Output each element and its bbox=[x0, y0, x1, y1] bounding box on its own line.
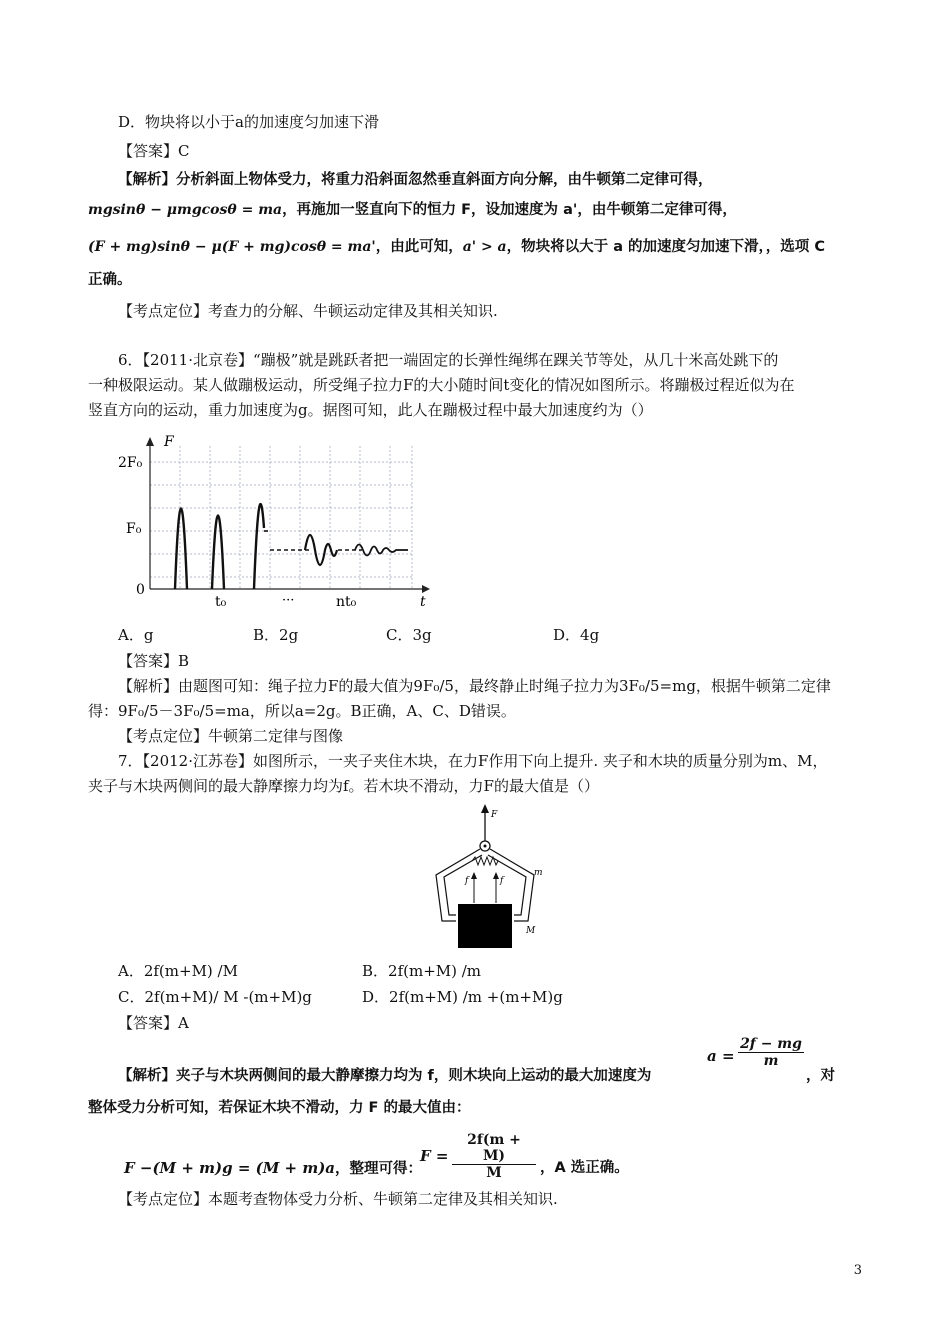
q6-force-time-graph bbox=[112, 434, 442, 612]
block-mass-label: M bbox=[526, 926, 536, 936]
q5-analysis-line-3 bbox=[88, 237, 825, 257]
friction-arrow-left-icon bbox=[471, 872, 477, 879]
q5-analysis-5: 正确。 bbox=[88, 272, 132, 288]
q5-analysis-2: ，再施加一竖直向下的恒力 F，设加速度为 a'，由牛顿第二定律可得， bbox=[282, 202, 737, 218]
q5-analysis-4: ，物块将以大于 a 的加速度匀加速下滑，，选项 C bbox=[506, 239, 825, 255]
q7-analysis-1: 【解析】夹子与木块两侧间的最大静摩擦力均为 f，则木块向上运动的最大加速度为 bbox=[118, 1068, 652, 1084]
q6-stem-2: 一种极限运动。某人做蹦极运动，所受绳子拉力F的大小随时间t变化的情况如图所示。将蹦极过程近似为在 bbox=[88, 376, 795, 394]
q6-option-d: D．4g bbox=[553, 626, 600, 644]
q6-option-b: B．2g bbox=[253, 626, 299, 644]
force-label: F bbox=[491, 810, 498, 820]
q5-analysis-1: 【解析】分析斜面上物体受力，将重力沿斜面忽然垂直斜面方向分解，由牛顿第二定律可得， bbox=[118, 172, 713, 188]
q7-derivation-line bbox=[124, 1158, 422, 1179]
q5-option-d: D．物块将以小于a的加速度匀加速下滑 bbox=[118, 113, 379, 131]
q6-stem-3: 竖直方向的运动，重力加速度为g。据图可知，此人在蹦极过程中最大加速度约为（） bbox=[88, 401, 653, 419]
q7-answer: 【答案】A bbox=[118, 1014, 189, 1032]
q7-clip-diagram bbox=[420, 803, 560, 953]
q7-analysis-3: ，整理可得： bbox=[335, 1161, 423, 1177]
q7-stem-2: 夹子与木块两侧间的最大静摩擦力均为f。若木块不滑动，力F的最大值是（） bbox=[88, 777, 599, 795]
q7-stem-1: 7．【2012·江苏卷】如图所示，一夹子夹住木块，在力F作用下向上提升. 夹子和木块的质量分别为m、M， bbox=[118, 752, 828, 770]
q5-point: 【考点定位】考查力的分解、牛顿运动定律及其相关知识. bbox=[118, 302, 498, 320]
x-tick-nt0: nt₀ bbox=[336, 594, 357, 610]
q7-formula-eq: F −(M + m)g = (M + m)a bbox=[124, 1159, 336, 1177]
x-axis-arrow-icon bbox=[422, 585, 430, 593]
q7-option-a: A．2f(m+M) /M bbox=[118, 962, 238, 980]
y-tick-f0: F₀ bbox=[126, 521, 142, 537]
q6-option-a: A．g bbox=[118, 626, 154, 644]
q5-formula-2: (F + mg)sinθ − μ(F + mg)cosθ = ma' bbox=[88, 239, 376, 255]
q6-analysis-1: 【解析】由题图可知：绳子拉力F的最大值为9F₀/5，最终静止时绳子拉力为3F₀/5=mg，根据牛顿第二定律 bbox=[118, 677, 831, 695]
q7-option-c: C．2f(m+M)/ M -(m+M)g bbox=[118, 988, 312, 1006]
q6-point: 【考点定位】牛顿第二定律与图像 bbox=[118, 727, 344, 745]
x-axis-label: t bbox=[420, 594, 426, 610]
clip-mass-label: m bbox=[534, 868, 543, 878]
y-axis-arrow-icon bbox=[146, 437, 154, 446]
q6-stem-1: 6．【2011·北京卷】“蹦极”就是跳跃者把一端固定的长弹性绳绑在踝关节等处，从几十米高处跳下的 bbox=[118, 351, 779, 369]
q7-accel-denominator: m bbox=[763, 1053, 779, 1069]
q5-formula-1: mgsinθ − μmgcosθ = ma bbox=[88, 202, 283, 218]
force-arrow-icon bbox=[481, 804, 489, 813]
q7-analysis-1b: ，对 bbox=[806, 1068, 835, 1084]
damped-oscillation-1 bbox=[305, 535, 337, 565]
q5-analysis-line-2 bbox=[88, 200, 737, 220]
q7-accel-numerator: 2f − mg bbox=[738, 1036, 804, 1053]
x-ellipsis: ··· bbox=[282, 593, 295, 608]
q7-result-numerator: 2f(m + M) bbox=[452, 1132, 536, 1165]
y-tick-2f0: 2F₀ bbox=[118, 455, 143, 471]
q7-result-fraction bbox=[452, 1132, 536, 1181]
q7-accel-lhs: a = bbox=[707, 1047, 735, 1065]
page-number: 3 bbox=[853, 1263, 862, 1278]
friction-right-label: f bbox=[500, 876, 504, 886]
q6-option-c: C．3g bbox=[386, 626, 432, 644]
q5-answer: 【答案】C bbox=[118, 142, 190, 160]
q7-result-denominator: M bbox=[486, 1165, 502, 1181]
q5-formula-3: a' > a bbox=[462, 239, 507, 255]
q7-accel-fraction bbox=[738, 1036, 804, 1069]
q6-analysis-2: 得：9F₀/5－3F₀/5=ma，所以a=2g。B正确，A、C、D错误。 bbox=[88, 702, 516, 720]
bounce-peaks bbox=[175, 504, 264, 589]
q7-result-lhs: F = bbox=[420, 1147, 449, 1165]
friction-left-label: f bbox=[465, 876, 469, 886]
wood-block bbox=[458, 904, 512, 948]
q7-option-b: B．2f(m+M) /m bbox=[362, 962, 482, 980]
q7-analysis-4: ，A 选正确。 bbox=[540, 1160, 629, 1176]
q5-analysis-3: ，由此可知， bbox=[375, 239, 463, 255]
origin-label: 0 bbox=[136, 582, 145, 598]
y-axis-label: F bbox=[164, 434, 174, 450]
q7-option-d: D．2f(m+M) /m +(m+M)g bbox=[362, 988, 563, 1006]
q7-analysis-2: 整体受力分析可知，若保证木块不滑动，力 F 的最大值由： bbox=[88, 1100, 471, 1116]
friction-arrow-right-icon bbox=[493, 872, 499, 879]
q7-point: 【考点定位】本题考查物体受力分析、牛顿第二定律及其相关知识. bbox=[118, 1190, 558, 1208]
x-tick-t0: t₀ bbox=[215, 594, 227, 610]
graph-grid bbox=[150, 446, 412, 589]
q6-answer: 【答案】B bbox=[118, 652, 190, 670]
